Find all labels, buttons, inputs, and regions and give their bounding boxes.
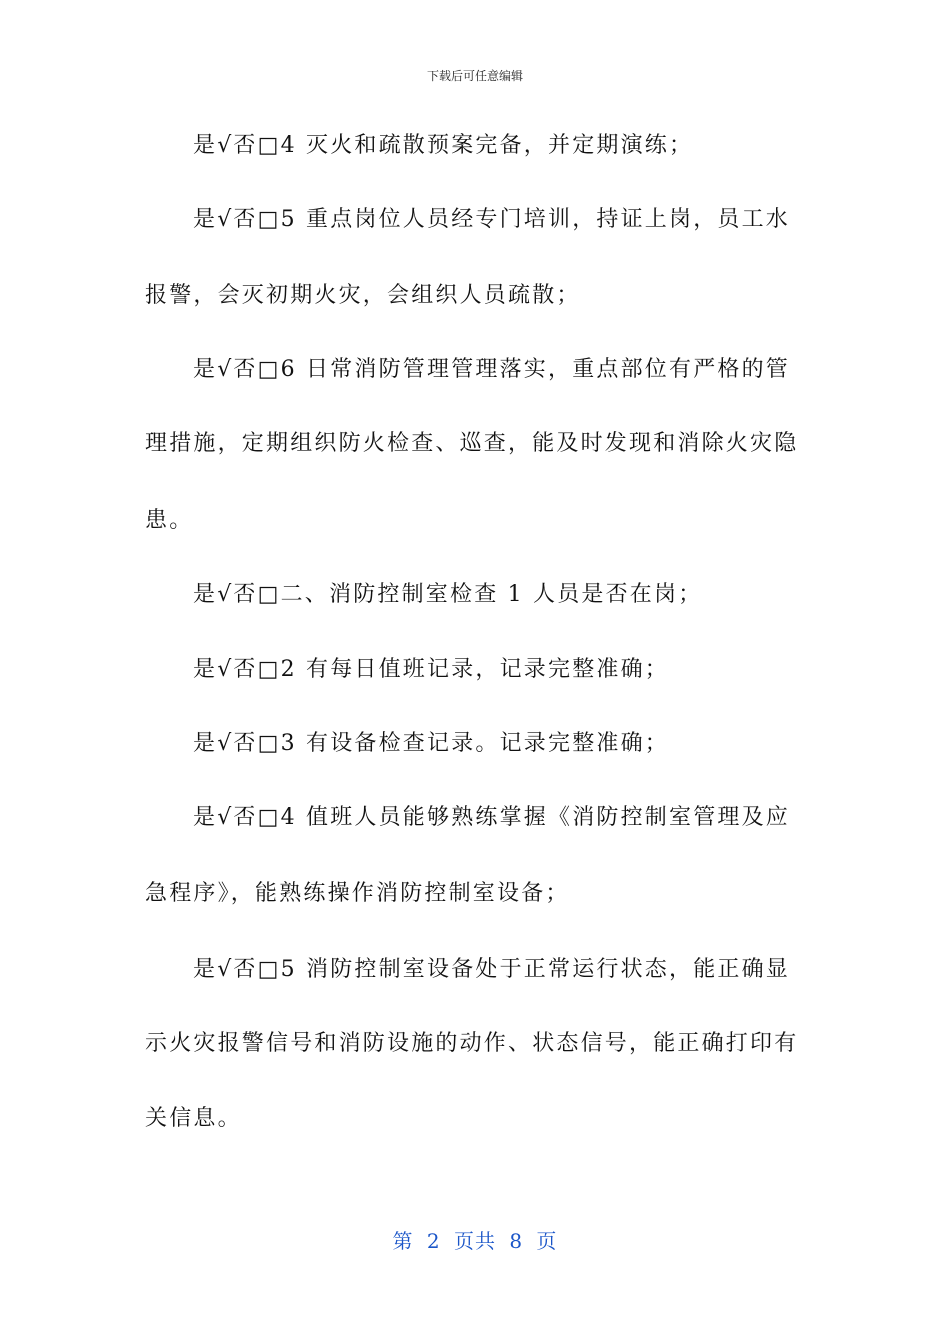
page-header-note: 下载后可任意编辑 xyxy=(426,69,523,83)
text-line: 是√否□2 有每日值班记录，记录完整准确； xyxy=(193,657,669,682)
text-line: 报警，会灭初期火灾，会组织人员疏散； xyxy=(145,283,581,308)
page-number-footer: 第 2 页共 8 页 xyxy=(392,1229,558,1253)
text-line: 是√否□3 有设备检查记录。记录完整准确； xyxy=(193,731,669,756)
text-line: 关信息。 xyxy=(145,1106,242,1131)
text-line: 是√否□6 日常消防管理管理落实，重点部位有严格的管 xyxy=(193,357,790,382)
text-line: 示火灾报警信号和消防设施的动作、状态信号，能正确打印有 xyxy=(145,1031,799,1056)
text-line: 是√否□5 消防控制室设备处于正常运行状态，能正确显 xyxy=(193,957,790,982)
text-line: 是√否□4 灭火和疏散预案完备，并定期演练； xyxy=(193,133,694,158)
text-line: 是√否□二、消防控制室检查 1 人员是否在岗； xyxy=(193,582,703,607)
text-line: 是√否□5 重点岗位人员经专门培训，持证上岗，员工水 xyxy=(193,207,790,232)
text-line: 患。 xyxy=(145,508,194,533)
text-line: 理措施，定期组织防火检查、巡查，能及时发现和消除火灾隐 xyxy=(145,431,799,456)
text-line: 急程序》，能熟练操作消防控制室设备； xyxy=(145,881,570,906)
text-line: 是√否□4 值班人员能够熟练掌握《消防控制室管理及应 xyxy=(193,805,790,830)
